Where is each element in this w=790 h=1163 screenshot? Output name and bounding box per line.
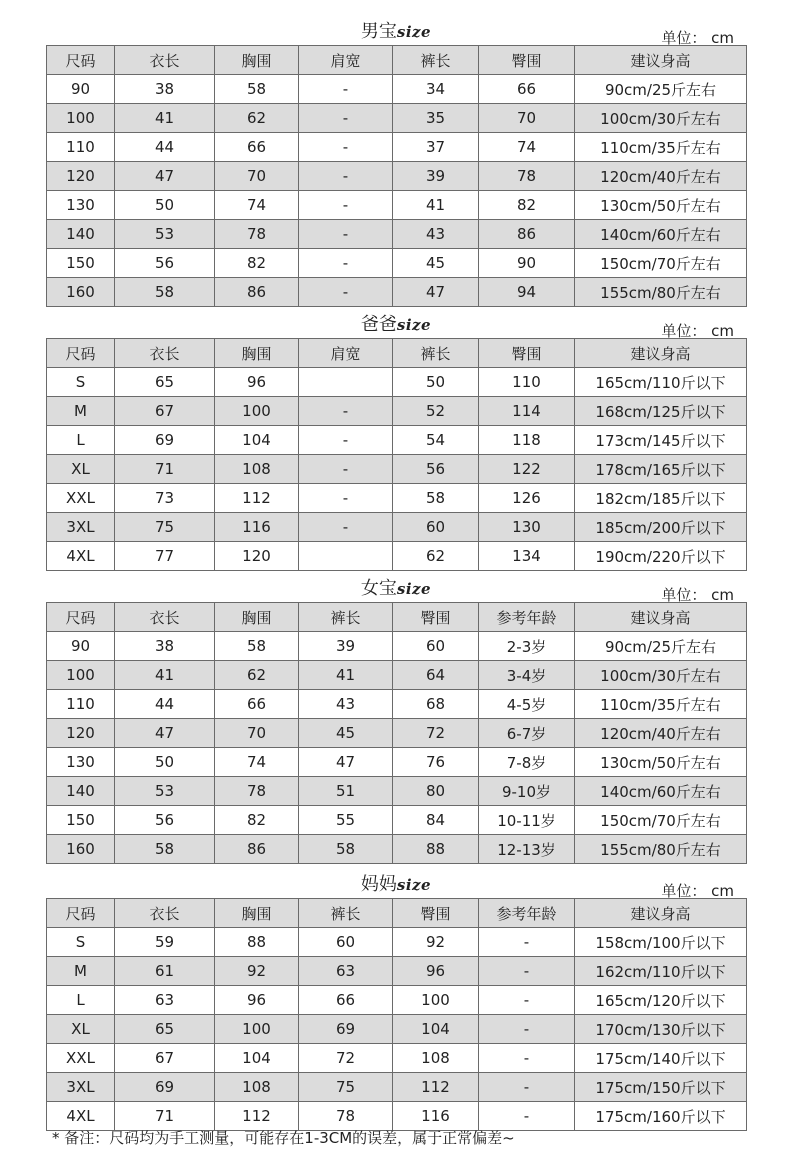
table-cell: 75 — [115, 513, 215, 542]
table-cell: 104 — [393, 1015, 479, 1044]
column-header: 裤长 — [299, 899, 393, 928]
table-cell: 37 — [393, 133, 479, 162]
table-cell: 150 — [47, 249, 115, 278]
table-row — [47, 806, 747, 835]
table-row — [47, 133, 747, 162]
table-cell: - — [479, 957, 575, 986]
unit-label: 单位： cm — [661, 882, 734, 900]
column-header: 裤长 — [393, 46, 479, 75]
table-cell: - — [299, 133, 393, 162]
table-row — [47, 220, 747, 249]
header-row — [47, 339, 747, 368]
table-cell: 130 — [479, 513, 575, 542]
table-cell: 175cm/150斤以下 — [575, 1073, 747, 1102]
table-cell: 47 — [115, 719, 215, 748]
table-cell: 10-11岁 — [479, 806, 575, 835]
table-cell: 54 — [393, 426, 479, 455]
table-cell: 41 — [393, 191, 479, 220]
table-row — [47, 690, 747, 719]
table-cell: 112 — [393, 1073, 479, 1102]
table-cell: 134 — [479, 542, 575, 571]
table-cell: 100 — [215, 397, 299, 426]
table-cell: 74 — [479, 133, 575, 162]
table-cell: 126 — [479, 484, 575, 513]
table-cell: 150cm/70斤左右 — [575, 249, 747, 278]
table-row — [47, 1015, 747, 1044]
section-title — [46, 574, 746, 600]
table-cell: - — [299, 104, 393, 133]
table-cell: 67 — [115, 397, 215, 426]
table-cell: 88 — [215, 928, 299, 957]
table-cell: 114 — [479, 397, 575, 426]
table-cell: 70 — [215, 719, 299, 748]
table-cell: 62 — [215, 661, 299, 690]
table-cell: 50 — [393, 368, 479, 397]
column-header: 臀围 — [479, 339, 575, 368]
table-cell: 108 — [215, 455, 299, 484]
table-cell: 66 — [215, 690, 299, 719]
table-cell: 70 — [215, 162, 299, 191]
table-cell: 66 — [215, 133, 299, 162]
table-cell: 4XL — [47, 542, 115, 571]
table-cell: 116 — [393, 1102, 479, 1131]
table-cell: 86 — [479, 220, 575, 249]
column-header: 胸围 — [215, 46, 299, 75]
table-cell: 74 — [215, 191, 299, 220]
table-cell: 3-4岁 — [479, 661, 575, 690]
table-cell: 82 — [479, 191, 575, 220]
table-cell: 52 — [393, 397, 479, 426]
table-cell: 100cm/30斤左右 — [575, 661, 747, 690]
table-cell: 72 — [393, 719, 479, 748]
table-cell: 104 — [215, 426, 299, 455]
table-cell: M — [47, 957, 115, 986]
section-title-text: 爸爸 — [360, 314, 397, 335]
table-cell: 165cm/120斤以下 — [575, 986, 747, 1015]
section-title-size: size — [396, 316, 432, 334]
table-cell: - — [299, 426, 393, 455]
table-row — [47, 368, 747, 397]
column-header: 尺码 — [47, 339, 115, 368]
table-cell: 170cm/130斤以下 — [575, 1015, 747, 1044]
table-cell: 110cm/35斤左右 — [575, 133, 747, 162]
table-cell: XXL — [47, 484, 115, 513]
table-cell: 90 — [47, 632, 115, 661]
table-row — [47, 191, 747, 220]
table-cell: 2-3岁 — [479, 632, 575, 661]
table-cell: 58 — [393, 484, 479, 513]
table-cell: 63 — [115, 986, 215, 1015]
table-cell: 160 — [47, 278, 115, 307]
table-cell: 155cm/80斤左右 — [575, 835, 747, 864]
size-section — [46, 858, 746, 1131]
table-cell: 3XL — [47, 1073, 115, 1102]
table-cell: 7-8岁 — [479, 748, 575, 777]
section-title-text: 女宝 — [360, 578, 397, 599]
table-row — [47, 748, 747, 777]
table-cell: - — [479, 928, 575, 957]
column-header: 胸围 — [215, 603, 299, 632]
table-cell: 96 — [215, 368, 299, 397]
table-cell: 58 — [299, 835, 393, 864]
column-header: 臀围 — [479, 46, 575, 75]
column-header: 衣长 — [115, 339, 215, 368]
table-cell: 66 — [479, 75, 575, 104]
header-row — [47, 603, 747, 632]
table-cell: 173cm/145斤以下 — [575, 426, 747, 455]
table-cell: 53 — [115, 220, 215, 249]
table-cell: 38 — [115, 75, 215, 104]
table-cell: 4XL — [47, 1102, 115, 1131]
section-title-row — [46, 5, 746, 45]
column-header: 臀围 — [393, 899, 479, 928]
table-row — [47, 513, 747, 542]
table-cell: 175cm/160斤以下 — [575, 1102, 747, 1131]
table-cell: 9-10岁 — [479, 777, 575, 806]
table-cell: - — [299, 513, 393, 542]
table-row — [47, 661, 747, 690]
column-header: 肩宽 — [299, 339, 393, 368]
table-cell: 44 — [115, 690, 215, 719]
table-cell: 69 — [299, 1015, 393, 1044]
table-cell: 158cm/100斤以下 — [575, 928, 747, 957]
table-cell: 76 — [393, 748, 479, 777]
table-cell: - — [299, 220, 393, 249]
table-cell: 43 — [393, 220, 479, 249]
table-cell: 3XL — [47, 513, 115, 542]
column-header: 裤长 — [299, 603, 393, 632]
size-table — [46, 338, 747, 571]
table-cell: 6-7岁 — [479, 719, 575, 748]
table-row — [47, 1073, 747, 1102]
table-cell: 47 — [393, 278, 479, 307]
table-cell: 160 — [47, 835, 115, 864]
column-header: 衣长 — [115, 603, 215, 632]
table-cell: 58 — [215, 632, 299, 661]
table-cell: 162cm/110斤以下 — [575, 957, 747, 986]
table-cell: 58 — [215, 75, 299, 104]
section-title-row — [46, 858, 746, 898]
table-row — [47, 777, 747, 806]
section-title — [46, 310, 746, 336]
table-cell: 110 — [47, 133, 115, 162]
section-title-size: size — [396, 580, 432, 598]
table-row — [47, 1044, 747, 1073]
table-cell: 53 — [115, 777, 215, 806]
table-cell: 78 — [299, 1102, 393, 1131]
table-cell: 71 — [115, 455, 215, 484]
table-cell: 34 — [393, 75, 479, 104]
column-header: 衣长 — [115, 899, 215, 928]
table-cell: - — [479, 1044, 575, 1073]
table-cell: 77 — [115, 542, 215, 571]
section-title-row — [46, 298, 746, 338]
table-cell: 150cm/70斤左右 — [575, 806, 747, 835]
size-section — [46, 298, 746, 571]
table-cell: 175cm/140斤以下 — [575, 1044, 747, 1073]
table-cell: S — [47, 368, 115, 397]
table-cell: 185cm/200斤以下 — [575, 513, 747, 542]
unit-label: 单位： cm — [661, 322, 734, 340]
table-cell: - — [299, 278, 393, 307]
table-cell: 100 — [47, 104, 115, 133]
table-cell: 56 — [115, 249, 215, 278]
table-cell: 67 — [115, 1044, 215, 1073]
table-cell: 68 — [393, 690, 479, 719]
table-cell: 56 — [115, 806, 215, 835]
table-cell: 78 — [215, 777, 299, 806]
table-cell: - — [299, 455, 393, 484]
column-header: 尺码 — [47, 46, 115, 75]
table-row — [47, 162, 747, 191]
table-cell: 69 — [115, 426, 215, 455]
column-header: 尺码 — [47, 899, 115, 928]
column-header: 参考年龄 — [479, 899, 575, 928]
table-cell: 56 — [393, 455, 479, 484]
table-cell: L — [47, 426, 115, 455]
table-cell: 100 — [47, 661, 115, 690]
table-cell: - — [479, 1102, 575, 1131]
table-cell: 90 — [479, 249, 575, 278]
table-cell: - — [479, 1015, 575, 1044]
table-cell: 118 — [479, 426, 575, 455]
unit-label: 单位： cm — [661, 29, 734, 47]
header-row — [47, 46, 747, 75]
table-cell: 100 — [393, 986, 479, 1015]
column-header: 裤长 — [393, 339, 479, 368]
table-cell: 90 — [47, 75, 115, 104]
table-cell — [299, 368, 393, 397]
table-cell: 41 — [115, 661, 215, 690]
table-cell: 43 — [299, 690, 393, 719]
table-cell: 65 — [115, 1015, 215, 1044]
table-cell: 122 — [479, 455, 575, 484]
table-cell: 190cm/220斤以下 — [575, 542, 747, 571]
table-cell: 60 — [393, 513, 479, 542]
column-header: 建议身高 — [575, 603, 747, 632]
table-cell: 58 — [115, 835, 215, 864]
table-cell: 38 — [115, 632, 215, 661]
table-cell: - — [479, 986, 575, 1015]
table-cell: 51 — [299, 777, 393, 806]
table-cell: 120cm/40斤左右 — [575, 162, 747, 191]
table-cell: 130 — [47, 748, 115, 777]
table-row — [47, 249, 747, 278]
section-title-size: size — [396, 876, 432, 894]
table-cell: 96 — [215, 986, 299, 1015]
table-cell: 155cm/80斤左右 — [575, 278, 747, 307]
table-cell: 73 — [115, 484, 215, 513]
table-cell: 58 — [115, 278, 215, 307]
table-cell: 65 — [115, 368, 215, 397]
table-cell: 86 — [215, 278, 299, 307]
column-header: 衣长 — [115, 46, 215, 75]
section-title-size: size — [396, 23, 432, 41]
table-cell: 50 — [115, 748, 215, 777]
table-cell: 4-5岁 — [479, 690, 575, 719]
table-cell: L — [47, 986, 115, 1015]
table-cell: 35 — [393, 104, 479, 133]
table-cell: 165cm/110斤以下 — [575, 368, 747, 397]
table-cell: 45 — [299, 719, 393, 748]
table-cell: 116 — [215, 513, 299, 542]
table-cell: 71 — [115, 1102, 215, 1131]
table-cell: 110 — [479, 368, 575, 397]
table-cell: 120cm/40斤左右 — [575, 719, 747, 748]
column-header: 胸围 — [215, 339, 299, 368]
column-header: 肩宽 — [299, 46, 393, 75]
column-header: 尺码 — [47, 603, 115, 632]
table-cell: 47 — [115, 162, 215, 191]
table-cell: 55 — [299, 806, 393, 835]
table-cell: 69 — [115, 1073, 215, 1102]
table-cell: 90cm/25斤左右 — [575, 75, 747, 104]
column-header: 臀围 — [393, 603, 479, 632]
table-cell: 62 — [215, 104, 299, 133]
table-cell: 168cm/125斤以下 — [575, 397, 747, 426]
table-cell: 104 — [215, 1044, 299, 1073]
size-table — [46, 602, 747, 864]
table-cell: 178cm/165斤以下 — [575, 455, 747, 484]
table-cell: 120 — [47, 162, 115, 191]
table-cell: 78 — [215, 220, 299, 249]
table-cell: 86 — [215, 835, 299, 864]
table-cell: S — [47, 928, 115, 957]
table-row — [47, 928, 747, 957]
size-table — [46, 898, 747, 1131]
table-cell: 66 — [299, 986, 393, 1015]
table-cell: M — [47, 397, 115, 426]
table-cell: 100 — [215, 1015, 299, 1044]
table-cell: 108 — [215, 1073, 299, 1102]
table-cell: 130cm/50斤左右 — [575, 191, 747, 220]
table-cell: 130cm/50斤左右 — [575, 748, 747, 777]
table-cell: 92 — [215, 957, 299, 986]
table-cell: 182cm/185斤以下 — [575, 484, 747, 513]
table-cell: 39 — [393, 162, 479, 191]
header-row — [47, 899, 747, 928]
table-cell: 63 — [299, 957, 393, 986]
table-cell: - — [299, 484, 393, 513]
table-row — [47, 397, 747, 426]
table-cell: 60 — [299, 928, 393, 957]
table-cell: 82 — [215, 806, 299, 835]
table-cell: 110cm/35斤左右 — [575, 690, 747, 719]
size-section — [46, 5, 746, 307]
table-cell: 110 — [47, 690, 115, 719]
table-cell: 60 — [393, 632, 479, 661]
table-cell: 75 — [299, 1073, 393, 1102]
table-row — [47, 75, 747, 104]
table-cell: 74 — [215, 748, 299, 777]
table-cell: - — [479, 1073, 575, 1102]
table-cell: 140cm/60斤左右 — [575, 777, 747, 806]
table-cell: 90cm/25斤左右 — [575, 632, 747, 661]
size-table — [46, 45, 747, 307]
table-cell: 120 — [215, 542, 299, 571]
table-cell: 92 — [393, 928, 479, 957]
table-cell: 80 — [393, 777, 479, 806]
section-title-text: 男宝 — [360, 21, 397, 42]
table-cell: 59 — [115, 928, 215, 957]
table-cell: - — [299, 191, 393, 220]
table-row — [47, 632, 747, 661]
table-row — [47, 455, 747, 484]
table-cell: 140 — [47, 220, 115, 249]
table-row — [47, 986, 747, 1015]
size-section — [46, 562, 746, 864]
table-cell: 130 — [47, 191, 115, 220]
column-header: 建议身高 — [575, 46, 747, 75]
table-cell: 47 — [299, 748, 393, 777]
table-row — [47, 426, 747, 455]
table-cell: XL — [47, 1015, 115, 1044]
table-row — [47, 719, 747, 748]
column-header: 胸围 — [215, 899, 299, 928]
unit-label: 单位： cm — [661, 586, 734, 604]
table-cell: 82 — [215, 249, 299, 278]
table-cell: 112 — [215, 1102, 299, 1131]
table-cell: 41 — [115, 104, 215, 133]
table-cell: 120 — [47, 719, 115, 748]
footnote: * 备注：尺码均为手工测量，可能存在1-3CM的误差，属于正常偏差~ — [52, 1129, 515, 1147]
table-cell: XXL — [47, 1044, 115, 1073]
table-cell: 44 — [115, 133, 215, 162]
table-cell: - — [299, 162, 393, 191]
table-cell: 96 — [393, 957, 479, 986]
table-cell: XL — [47, 455, 115, 484]
section-title-text: 妈妈 — [360, 874, 397, 895]
table-cell: 112 — [215, 484, 299, 513]
table-row — [47, 957, 747, 986]
table-cell: - — [299, 397, 393, 426]
table-cell: 140cm/60斤左右 — [575, 220, 747, 249]
table-cell: 72 — [299, 1044, 393, 1073]
table-cell: 108 — [393, 1044, 479, 1073]
table-cell: - — [299, 75, 393, 104]
column-header: 建议身高 — [575, 899, 747, 928]
column-header: 参考年龄 — [479, 603, 575, 632]
table-row — [47, 484, 747, 513]
column-header: 建议身高 — [575, 339, 747, 368]
table-cell: 78 — [479, 162, 575, 191]
table-cell: 94 — [479, 278, 575, 307]
table-cell: 140 — [47, 777, 115, 806]
table-cell: 50 — [115, 191, 215, 220]
table-cell: 62 — [393, 542, 479, 571]
section-title — [46, 17, 746, 43]
table-cell: 45 — [393, 249, 479, 278]
table-cell: 150 — [47, 806, 115, 835]
table-cell: 70 — [479, 104, 575, 133]
table-row — [47, 104, 747, 133]
section-title — [46, 870, 746, 896]
table-cell: 41 — [299, 661, 393, 690]
table-cell: 64 — [393, 661, 479, 690]
section-title-row — [46, 562, 746, 602]
table-cell: 39 — [299, 632, 393, 661]
table-cell: - — [299, 249, 393, 278]
table-cell: 61 — [115, 957, 215, 986]
table-cell: 12-13岁 — [479, 835, 575, 864]
table-cell: 100cm/30斤左右 — [575, 104, 747, 133]
table-cell: 84 — [393, 806, 479, 835]
table-cell: 88 — [393, 835, 479, 864]
